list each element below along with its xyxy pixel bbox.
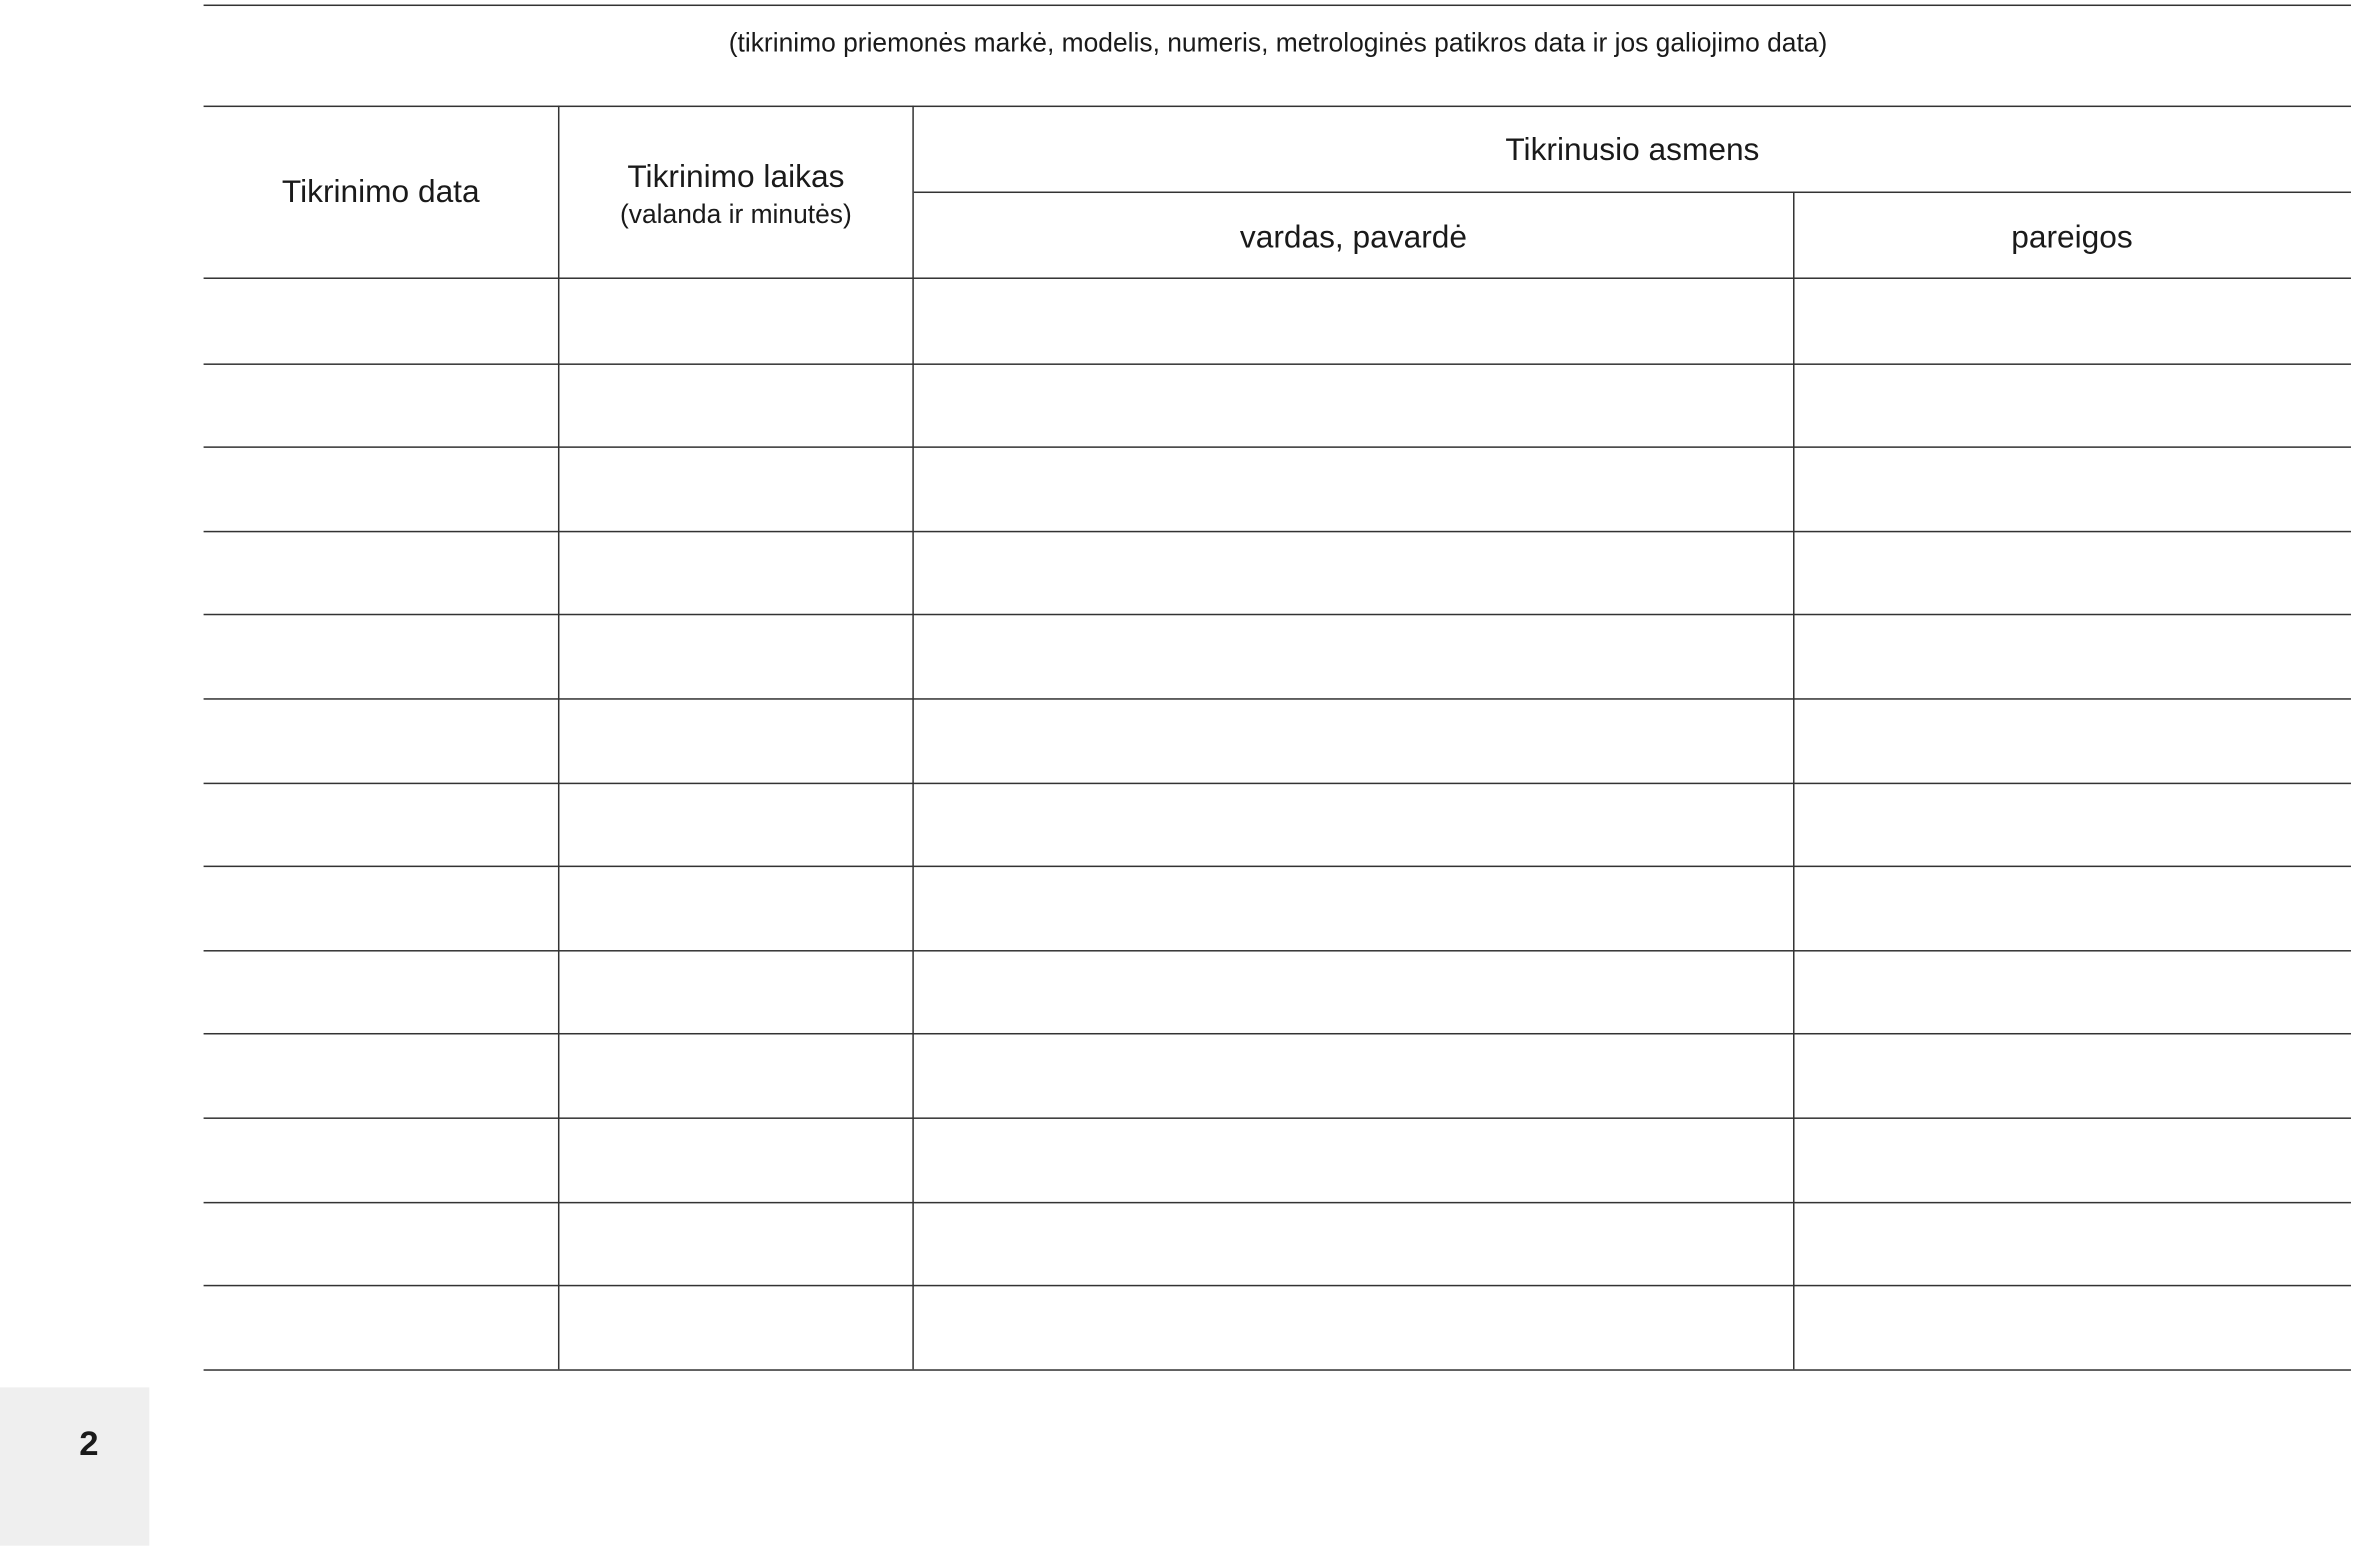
table-cell-date[interactable] — [204, 950, 558, 1033]
table-cell-name[interactable] — [914, 1117, 1793, 1200]
table-cell-date[interactable] — [204, 1285, 558, 1368]
table-cell-position[interactable] — [1793, 1285, 2351, 1368]
table-row — [204, 279, 2351, 362]
table-cell-position[interactable] — [1793, 866, 2351, 949]
page-number: 2 — [79, 1423, 99, 1463]
person-subheader-divider — [914, 192, 2351, 194]
table-row — [204, 531, 2351, 614]
table-cell-date[interactable] — [204, 1201, 558, 1284]
header-time-sub: (valanda ir minutės) — [620, 199, 852, 230]
table-row — [204, 1201, 2351, 1284]
header-time: Tikrinimo laikas — [627, 159, 845, 195]
table-cell-position[interactable] — [1793, 1117, 2351, 1200]
table-cell-position[interactable] — [1793, 447, 2351, 530]
table-cell-time[interactable] — [558, 1201, 914, 1284]
table-row — [204, 698, 2351, 781]
table-cell-name[interactable] — [914, 782, 1793, 865]
table-row — [204, 1117, 2351, 1200]
table-row — [204, 1285, 2351, 1368]
table-cell-name[interactable] — [914, 1034, 1793, 1117]
table-cell-date[interactable] — [204, 531, 558, 614]
table-cell-name[interactable] — [914, 1201, 1793, 1284]
table-cell-name[interactable] — [914, 363, 1793, 446]
table-cell-time[interactable] — [558, 614, 914, 697]
table-cell-position[interactable] — [1793, 531, 2351, 614]
table-cell-date[interactable] — [204, 782, 558, 865]
table-cell-time[interactable] — [558, 1285, 914, 1368]
table-cell-name[interactable] — [914, 447, 1793, 530]
table-cell-date[interactable] — [204, 1117, 558, 1200]
table-cell-date[interactable] — [204, 1034, 558, 1117]
table-cell-position[interactable] — [1793, 614, 2351, 697]
header-name: vardas, pavardė — [1239, 220, 1467, 255]
table-cell-time[interactable] — [558, 1117, 914, 1200]
table-cell-time[interactable] — [558, 866, 914, 949]
header-date: Tikrinimo data — [281, 174, 480, 210]
instrument-caption: (tikrinimo priemonės markė, modelis, numeris, metrologinės patikros data ir jos galiojimo data) — [728, 27, 1828, 58]
table-cell-time[interactable] — [558, 447, 914, 530]
table-cell-time[interactable] — [558, 279, 914, 362]
table-cell-time[interactable] — [558, 950, 914, 1033]
table-cell-position[interactable] — [1793, 1201, 2351, 1284]
header-person: Tikrinusio asmens — [1505, 132, 1760, 168]
table-cell-name[interactable] — [914, 1285, 1793, 1368]
table-row — [204, 950, 2351, 1033]
table-cell-position[interactable] — [1793, 1034, 2351, 1117]
table-cell-name[interactable] — [914, 950, 1793, 1033]
table-row — [204, 866, 2351, 949]
table-cell-time[interactable] — [558, 531, 914, 614]
table-cell-position[interactable] — [1793, 950, 2351, 1033]
table-cell-date[interactable] — [204, 279, 558, 362]
table-cell-name[interactable] — [914, 531, 1793, 614]
table-cell-position[interactable] — [1793, 782, 2351, 865]
table-cell-position[interactable] — [1793, 363, 2351, 446]
table-cell-date[interactable] — [204, 866, 558, 949]
table-cell-date[interactable] — [204, 614, 558, 697]
table-cell-date[interactable] — [204, 698, 558, 781]
table-cell-time[interactable] — [558, 1034, 914, 1117]
table-cell-name[interactable] — [914, 614, 1793, 697]
table-row — [204, 1034, 2351, 1117]
row-bottom-border — [204, 1369, 2351, 1371]
table-cell-time[interactable] — [558, 782, 914, 865]
table-cell-time[interactable] — [558, 698, 914, 781]
table-row — [204, 782, 2351, 865]
table-top-border — [204, 106, 2351, 108]
table-cell-name[interactable] — [914, 866, 1793, 949]
table-row — [204, 363, 2351, 446]
caption-top-rule — [204, 5, 2351, 7]
table-cell-time[interactable] — [558, 363, 914, 446]
table-cell-position[interactable] — [1793, 279, 2351, 362]
table-row — [204, 447, 2351, 530]
table-cell-name[interactable] — [914, 279, 1793, 362]
table-cell-name[interactable] — [914, 698, 1793, 781]
table-cell-date[interactable] — [204, 447, 558, 530]
header-position: pareigos — [2011, 220, 2133, 255]
table-cell-date[interactable] — [204, 363, 558, 446]
table-cell-position[interactable] — [1793, 698, 2351, 781]
table-row — [204, 614, 2351, 697]
